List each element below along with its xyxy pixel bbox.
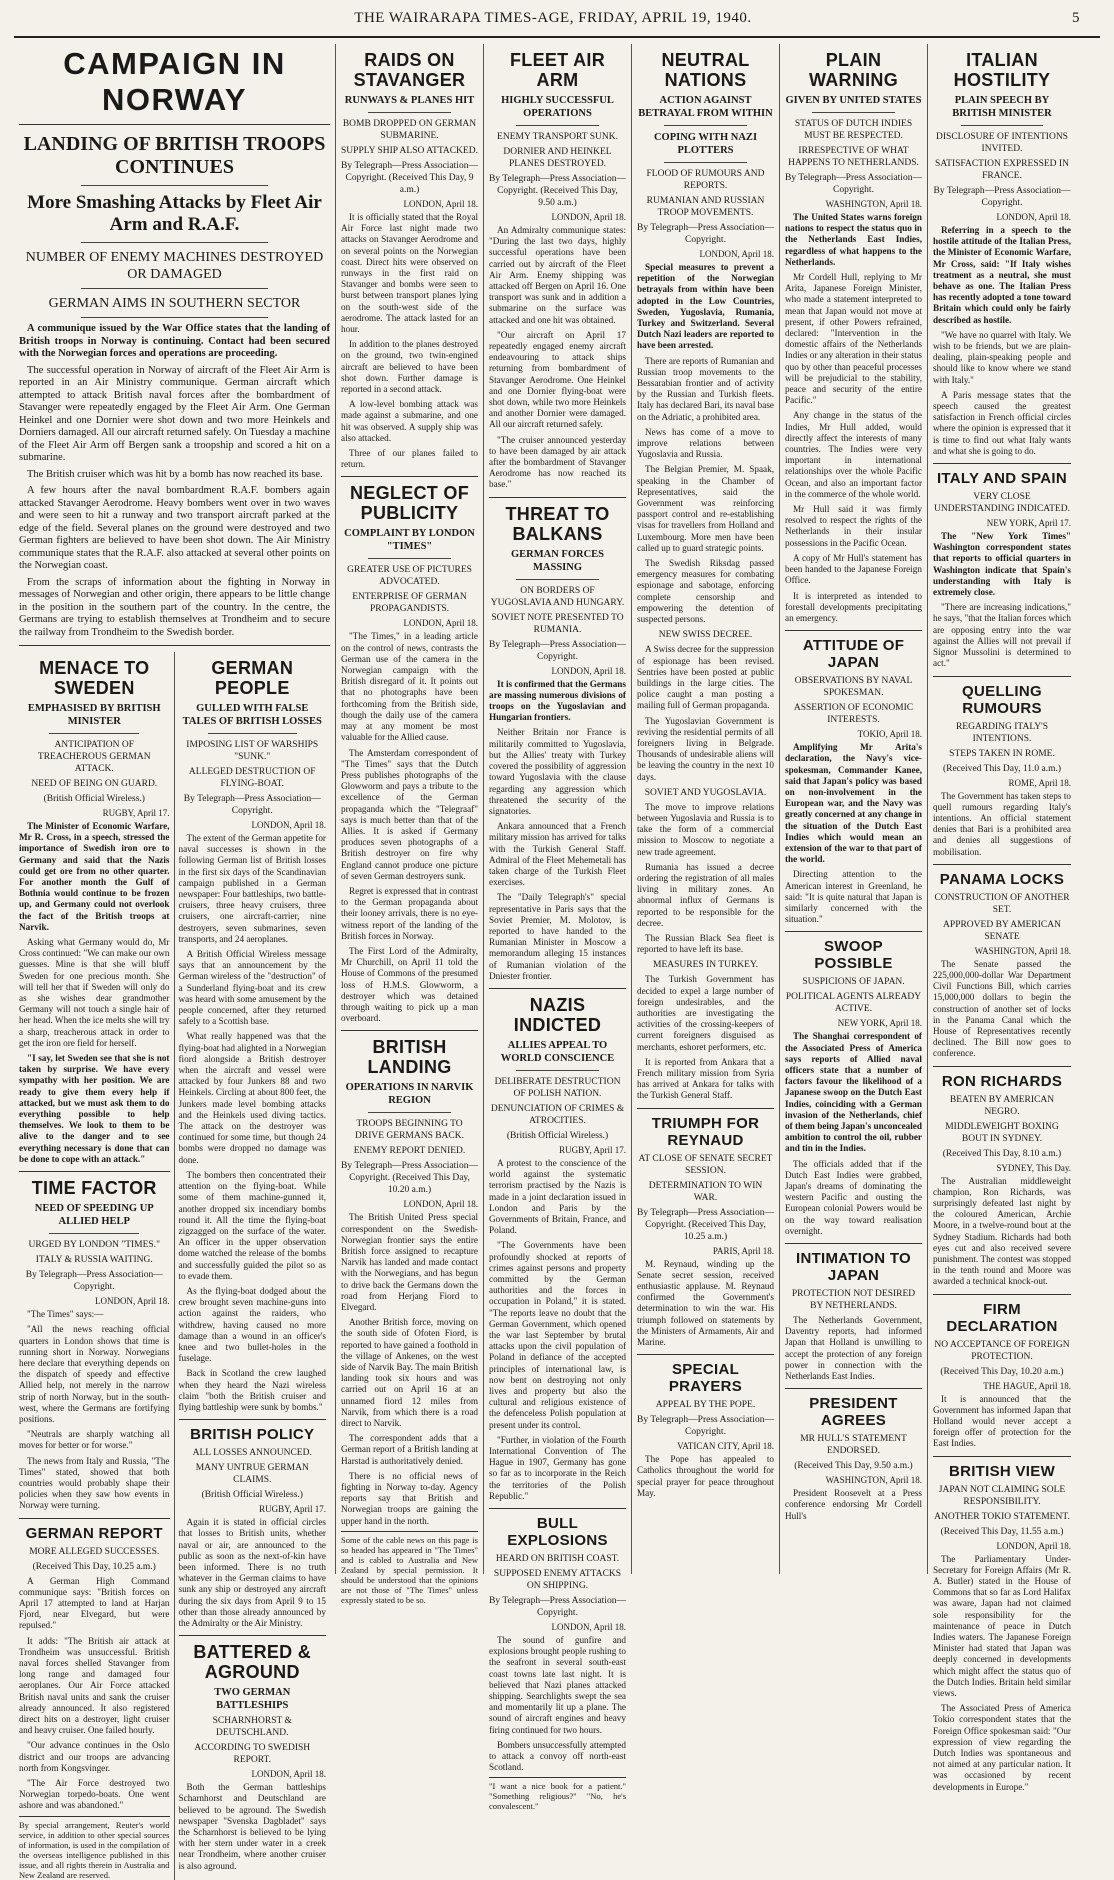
subhead: TROOPS BEGINNING TO DRIVE GERMANS BACK. xyxy=(355,1119,464,1142)
source-line: By Telegraph—Press Association—Copyright. xyxy=(183,794,321,816)
headline-neutral: NEUTRAL NATIONS xyxy=(661,50,750,90)
headline-swoop: SWOOP POSSIBLE xyxy=(814,938,893,973)
headline-president-agrees: PRESIDENT AGREES xyxy=(809,1395,898,1430)
subhead: ENEMY REPORT DENIED. xyxy=(353,1146,466,1157)
article-paragraph: The Minister of Economic Warfare, Mr R. Cross, in a speech, stressed the importance of Swedish iron ore to Germany and said that the Nazis could get ore from no other quarter. For another month the Gulf of Bothnia would continue to be frozen up, and Germany could not overlook the fact of the British troops at Narvik. xyxy=(19,821,170,932)
dateline: WASHINGTON, April 18. xyxy=(825,199,922,209)
article-paragraph: "Further, in violation of the Fourth International Convention of The Hague in 1907, Germany has gone so far as to incorporate in the Reich the territories of the Polish Republic." xyxy=(489,1434,626,1501)
article-paragraph: There are reports of Rumanian and Russian troop movements to the Bessarabian frontier and of activity by the Russian and Turkish fleets. Italy has declared Bari, its naval base on the Adriatic, a prohibited area. xyxy=(637,355,774,422)
article-paragraph: The Australian middleweight champion, Ron Richards, was surprisingly defeated last night by the coloured American, Archie Moore, in a twelve-round bout at the Sydney Stadium. Richards had both eyes cut and also received severe punishment. The contest was stopped in the tenth round and Moore was awarded a technical knock-out. xyxy=(933,1175,1071,1287)
article-paragraph: A German High Command communique says: "British forces on April 17 attempted to land at Harjan Fjord, near Elvegard, but were repulsed." xyxy=(19,1575,170,1631)
subhead: (Received This Day, 11.0 a.m.) xyxy=(942,763,1062,774)
article-paragraph: Amplifying Mr Arita's declaration, the Navy's vice-spokesman, Commander Kanee, said that Japan's policy was based on non-involvement in the European war, and the Navy was greatly concerned at any change in the situation of the Dutch East Indies which would mean an extension of the war to that part of the world. xyxy=(785,742,922,865)
footnote: By special arrangement, Reuter's world service, in addition to other special sources of information, is used in the compilation of the overseas intelligence published in this issue, and all rights therein in Australia and New Zealand are reserved. xyxy=(19,1816,170,1880)
dateline: LONDON, April 18. xyxy=(403,199,478,209)
article-paragraph: "We have no quarrel with Italy. We wish to be friends, but we are plain-dealing, plain-speaking people and should like to know where we stand with Italy." xyxy=(933,329,1071,385)
article-paragraph: Another British force, moving on the south side of Ofoten Fiord, is reported to have gained a foothold in the village of Ankenes, on the west side of Narvik Bay. The main British landing took six hours and was carried out on April 16 at an unnamed fiord 12 miles from Narvik, from which there is a road direct to Narvik. xyxy=(341,1317,478,1429)
dateline: LONDON, April 18. xyxy=(551,212,626,222)
subhead: ON BORDERS OF YUGOSLAVIA AND HUNGARY. xyxy=(490,585,625,608)
subhead: MORE ALLEGED SUCCESSES. xyxy=(29,1546,160,1557)
article-paragraph: A British Official Wireless message says that an announcement by the German wireless of the "destruction" of a Sunderland flying-boat and its crew was heard with some amusement by the people concerned, after they returned safely to a Scottish base. xyxy=(178,949,326,1027)
article-paragraph: "Our aircraft on April 17 repeatedly engaged enemy aircraft endeavouring to attack ships returning from bombardment of Stavanger Aerodrome. One Heinkel and one Dornier flying-boat were shot down, while two more Heinkels and another Dornier were damaged. All our aircraft returned safely. xyxy=(489,329,626,430)
article-paragraph: The First Lord of the Admiralty, Mr Churchill, on April 11 told the House of Commons of the presumed loss of H.M.S. Glowworm, a destroyer which was detained through waiting to pick up a man overboard. xyxy=(341,945,478,1024)
headline-british-policy: BRITISH POLICY xyxy=(190,1426,315,1444)
subhead: ALL LOSSES ANNOUNCED. xyxy=(192,1448,312,1459)
deck: PLAIN SPEECH BY BRITISH MINISTER xyxy=(952,95,1052,119)
article-paragraph: Mr Hull said it was firmly resolved to respect the rights of the Netherlands in their insular possessions in the Pacific Ocean. xyxy=(785,504,922,548)
article-paragraph: The officials added that if the Dutch East Indies were grabbed, Japan's dreams of dominating the western Pacific and ousting the European colonial Powers would be on the way toward realisation overnight. xyxy=(785,1158,922,1236)
deck: BEATEN BY AMERICAN NEGRO. xyxy=(949,1094,1055,1117)
dateline: NEW YORK, April 17. xyxy=(986,518,1071,529)
dateline: LONDON, April 18. xyxy=(251,820,326,830)
article-paragraph: A low-level bombing attack was made against a submarine, and one hit was observed. A supply ship was also attacked. xyxy=(341,399,478,443)
subhead: (Received This Day, 9.50 a.m.) xyxy=(794,1461,913,1472)
subhead: DISCLOSURE OF INTENTIONS INVITED. xyxy=(936,132,1068,154)
article-paragraph: Again it is stated in official circles that losses to British units, whether naval or air, are announced to the public as soon as the next-of-kin have been informed. There is no truth whatever in the German claims to have sunk any ship or destroyed any aircraft during the six days from April 9 to 15 other than those already announced by the Admiralty or the Air Ministry. xyxy=(178,1517,326,1628)
dateline: LONDON, April 18. xyxy=(996,1540,1071,1551)
subhead: RUMANIAN AND RUSSIAN TROOP MOVEMENTS. xyxy=(646,196,765,218)
dateline: SYDNEY, This Day. xyxy=(996,1162,1071,1173)
subhead: (Received This Day, 8.10 a.m.) xyxy=(942,1148,1062,1159)
article-paragraph: Bombers unsuccessfully attempted to attack a convoy off north-east Scotland. xyxy=(489,1739,626,1773)
deck: COPING WITH NAZI PLOTTERS xyxy=(653,132,758,156)
article-paragraph: The Senate passed the 225,000,000-dollar War Department Civil Functions Bill, which carries 15,000,000 dollars to begin the construction of another set of locks in the Panama Canal which the House of Representatives recently declined. The Bill now goes to conference. xyxy=(933,958,1071,1059)
article-paragraph: The Government has taken steps to quell rumours regarding Italy's intentions. An official statement denies that Bari is a prohibited area and denies all suggestions of mobilisation. xyxy=(933,790,1071,857)
article-paragraph: The British United Press special correspondent on the Swedish-Norwegian frontier says the entire British force assigned to recapture Narvik has landed and made contact with the Norwegians, and has begun to drive back the Germans down the road from Herjang Fiord to Elvegard. xyxy=(341,1212,478,1312)
article-paragraph: A copy of Mr Hull's statement has been handed to the Japanese Foreign Office. xyxy=(785,552,922,586)
deck: APPEAL BY THE POPE. xyxy=(655,1400,756,1411)
article-paragraph: As the flying-boat dodged about the crew brought seven machine-guns into action against the raiders, who withdrew, having caused no more damage than a wound in an officer's knee and two bullet-holes in the fuselage. xyxy=(178,1285,326,1364)
deck: HEARD ON BRITISH COAST. xyxy=(495,1554,620,1565)
subhead: MANY UNTRUE GERMAN CLAIMS. xyxy=(195,1463,309,1486)
article-paragraph: Neither Britain nor France is militarily committed to Yugoslavia, but the Allies' treaty with Turkey covered the possibility of aggression toward Yugoslavia with the clause regarding any aggression which threatened the security of the signatories. xyxy=(489,727,626,816)
subhead: NEED OF BEING ON GUARD. xyxy=(31,779,158,789)
headline-panama: PANAMA LOCKS xyxy=(939,870,1065,888)
article-paragraph: A protest to the conscience of the world against the systematic terrorism practised by the Nazis is made in a joint declaration issued in London and Paris by the Governments of Britain, France, and Poland. xyxy=(489,1157,626,1236)
article-paragraph: The news from Italy and Russia, "The Times" stated, showed that both countries would probably shape their policies when they saw how events in Norway were turning. xyxy=(19,1455,170,1511)
deck: OBSERVATIONS BY NAVAL SPOKESMAN. xyxy=(794,676,913,699)
subhead: (Received This Day, 10.25 a.m.) xyxy=(32,1561,156,1572)
subhead: DORNIER AND HEINKEL PLANES DESTROYED. xyxy=(503,147,612,169)
dateline: NEW YORK, April 18. xyxy=(837,1018,922,1029)
headline-reynaud: TRIUMPH FOR REYNAUD xyxy=(651,1114,760,1149)
article-paragraph: The Swedish Riksdag passed emergency measures for combating espionage and sabotage, enforcing complete censorship and empowering the detention of suspected persons. xyxy=(637,558,774,625)
subhead: ANTICIPATION OF TREACHEROUS GERMAN ATTACK. xyxy=(37,740,151,774)
article-paragraph: It is reported from Ankara that a French military mission from Syria has arrived at Ankara for talks with the Turkish General Staff. xyxy=(637,1056,774,1101)
deck: ALLIES APPEAL TO WORLD CONSCIENCE xyxy=(500,1039,615,1064)
subhead: POLITICAL AGENTS ALREADY ACTIVE. xyxy=(785,992,922,1015)
masthead xyxy=(14,8,1100,38)
article-paragraph: President Roosevelt at a Press conference endorsing Mr Cordell Hull's xyxy=(785,1488,922,1521)
deck: REGARDING ITALY'S INTENTIONS. xyxy=(955,721,1049,744)
dateline: LONDON, April 18. xyxy=(551,665,626,676)
subhead: (Received This Day, 11.55 a.m.) xyxy=(940,1526,1064,1537)
article-paragraph: Regret is expressed that in contrast to the German propaganda about their looney arrivals, there is no eye-witness report of the landing of the British forces in Norway. xyxy=(341,885,478,941)
headline-attitude-japan: ATTITUDE OF JAPAN xyxy=(802,637,905,672)
article-paragraph: M. Reynaud, winding up the Senate secret session, received enthusiastic applause. M. Reynaud confirmed the Government's determination to win the war. His triumph followed on statements by the Ministers of Armaments, Air and Marine. xyxy=(637,1258,774,1348)
subhead: ENTERPRISE OF GERMAN PROPAGANDISTS. xyxy=(352,592,467,615)
dateline: RUGBY, April 17. xyxy=(259,1504,326,1515)
subhead: STATUS OF DUTCH INDIES MUST BE RESPECTED. xyxy=(794,119,913,141)
headline-italian: ITALIAN HOSTILITY xyxy=(953,50,1051,90)
article-paragraph: The Associated Press of America Tokio correspondent states that the Foreign Office spokesman said: "Our expression of view regarding the Dutch Indies was spontaneous and not aimed at any particular nation. It was occasioned by recent developments in Europe." xyxy=(933,1703,1071,1792)
dateline: LONDON, April 18. xyxy=(403,618,478,629)
dateline: WASHINGTON, April 18. xyxy=(974,945,1071,956)
headline-rumours: QUELLING RUMOURS xyxy=(962,682,1042,717)
source-line: (British Official Wireless.) xyxy=(201,1490,303,1501)
deck: JAPAN NOT CLAIMING SOLE RESPONSIBILITY. xyxy=(938,1484,1066,1507)
article-paragraph: Ankara announced that a French military mission has arrived for talks with the Turkish General Staff. Admiral of the Fleet Mehemetali has taken charge of the Turkish Fleet exercises. xyxy=(489,821,626,888)
dateline: THE HAGUE, April 18. xyxy=(983,1380,1071,1391)
headline-raids: RAIDS ON STAVANGER xyxy=(353,50,466,90)
article-paragraph: The Amsterdam correspondent of "The Times" says that the Dutch Press publishes photographs of the Glowworm and pays a tribute to the excellence of the German propaganda which the "Telegraaf" says is much better than that of the Allies. It is asked if Germany produces seven photographs of a British destroyer on fire why England cannot produce one picture of seven German destroyers sunk. xyxy=(341,747,478,881)
headline-campaign: CAMPAIGN IN NORWAY xyxy=(63,46,286,117)
headline-neglect: NEGLECT OF PUBLICITY xyxy=(350,483,469,524)
article-paragraph: A Paris message states that the speech caused the greatest satisfaction in French official circles where the opinion is expressed that it is time to find out what Italy wants and what she is going to do. xyxy=(933,389,1071,456)
headline-firm-declaration: FIRM DECLARATION xyxy=(946,1300,1058,1335)
article-paragraph: The Belgian Premier, M. Spaak, speaking in the Chamber of Representatives, said the Government was reinforcing passport control and re-establishing visas for travellers from Holland and Luxembourg. More men have been called up to guard strategic points. xyxy=(637,464,774,553)
source-line: (British Official Wireless.) xyxy=(43,794,145,804)
article-paragraph: "I say, let Sweden see that she is not taken by surprise. We have every sympathy with her position. We are ready to give them every help if attacked, but we must ask them to do everything possible to help themselves. We look to them to be alive to the danger and to see everything necessary is done that can be done to cope with an attack." xyxy=(19,1053,170,1164)
source-line: By Telegraph—Press Association—Copyright. xyxy=(637,1415,774,1438)
article-paragraph: The Yugoslavian Government is reviving the residential permits of all foreigners living in Belgrade. Thousands of undesirable aliens will be leaving the country in the next 10 days. xyxy=(637,715,774,782)
article-paragraph: Mr Cordell Hull, replying to Mr Arita, Japanese Foreign Minister, who made a statement interpreted to mean that Japan would not move at present, if other Powers refrained, declared: "Intervention in the domestic affairs of the Netherlands Indies or any alteration in their status quo by other than peaceful processes will be prejudicial to the stability, peace and security of the entire Pacific." xyxy=(785,272,922,406)
article-paragraph: The successful operation in Norway of aircraft of the Fleet Air Arm is reported in an Air Ministry communique. German aircraft which attempted to attack British naval forces after the bombardment of Stavanger were repeatedly engaged by the Fleet Air Arm. One German Heinkel and one Dornier were shot down and two more Heinkels and Dorniers damaged. All our aircraft returned safely. On Tuesday a machine of the Fleet Air Arm off Bergen sank a troopship and scored a hit on a submarine. xyxy=(19,364,330,463)
article-paragraph: Both the German battleships Scharnhorst and Deutschland are believed to be aground. The Swedish newspaper "Svenska Dagbladet" says the Scharnhorst is believed to be lying with her stern under water in a creek near Trondheim, where another cruiser is also aground. xyxy=(178,1782,326,1871)
subhead: NEW SWISS DECREE. xyxy=(658,630,753,641)
source-line: By Telegraph—Press Association—Copyright. (Received This Day, 9.50 a.m.) xyxy=(489,174,626,208)
headline-explosions: BULL EXPLOSIONS xyxy=(507,1515,608,1550)
column-fleet xyxy=(484,44,632,1812)
subhead: ITALY & RUSSIA WAITING. xyxy=(35,1255,153,1266)
article-paragraph: "The cruiser announced yesterday to have been damaged by air attack after the bombardment of Stavanger Aerodrome has now reached its base." xyxy=(489,434,626,490)
article-paragraph: The British cruiser which was hit by a bomb has now reached its base. xyxy=(27,468,323,480)
dateline: LONDON, April 18. xyxy=(996,212,1071,222)
article-paragraph: The Netherlands Government, Daventry reports, had informed Japan that Holland is unwilling to accept the protection of any foreign power in connection with the Netherlands East Indies. xyxy=(785,1315,922,1382)
article-paragraph: The Russian Black Sea fleet is reported to have left its base. xyxy=(637,932,774,955)
subhead: ALLEGED DESTRUCTION OF FLYING-BOAT. xyxy=(188,767,316,789)
headline-battered: BATTERED & AGROUND xyxy=(193,1642,312,1683)
deck: CONSTRUCTION OF ANOTHER SET. xyxy=(934,892,1070,915)
deck: AT CLOSE OF SENATE SECRET SESSION. xyxy=(638,1153,773,1176)
subhead: MEASURES IN TURKEY. xyxy=(653,960,758,971)
article-paragraph: It adds: "The British air attack at Trondheim was unsuccessful. British naval forces shelled Stavanger from long range and damaged four aeroplanes. Our Air Force attacked British naval units and sank the cruiser already announced. It also registered direct hits on a destroyer, light cruiser and heavy cruiser. One failed hourly. xyxy=(19,1635,170,1736)
deck: VERY CLOSE UNDERSTANDING INDICATED. xyxy=(934,492,1070,515)
headline-prayers: SPECIAL PRAYERS xyxy=(668,1361,743,1396)
article-paragraph: The Parliamentary Under-Secretary for Foreign Affairs (Mr R. A. Butler) stated in the House of Commons that so far as Lord Halifax was aware, Japan had not claimed sole responsibility for the maintenance of peace in Dutch Indies waters. The Japanese Foreign Minister had stated that Japan was deeply concerned in developments which might affect the status quo of the Dutch Indies. Britain held similar views. xyxy=(933,1553,1071,1699)
subhead: BOMB DROPPED ON GERMAN SUBMARINE. xyxy=(342,119,477,141)
subhead: FLOOD OF RUMOURS AND REPORTS. xyxy=(646,169,765,191)
headline-intimation: INTIMATION TO JAPAN xyxy=(795,1250,911,1285)
dateline: ROME, April 18. xyxy=(1008,777,1071,788)
dateline: VATICAN CITY, April 18. xyxy=(677,1441,774,1452)
subhead: SUPPLY SHIP ALSO ATTACKED. xyxy=(341,146,478,156)
dateline: WASHINGTON, April 18. xyxy=(825,1475,922,1486)
subhead: ENEMY TRANSPORT SUNK. xyxy=(497,132,618,142)
article-paragraph: Back in Scotland the crew laughed when they heard the Nazi wireless claim "both the British cruiser and flying battleship were sunk by bombs." xyxy=(178,1368,326,1412)
subhead: URGED BY LONDON "TIMES." xyxy=(28,1240,160,1251)
deck: HIGHLY SUCCESSFUL OPERATIONS xyxy=(501,95,614,119)
headline-fleet: FLEET AIR ARM xyxy=(509,50,606,90)
subhead: GREATER USE OF PICTURES ADVOCATED. xyxy=(347,565,472,588)
source-line: By Telegraph—Press Association—Copyright. xyxy=(489,639,626,662)
deck-machines: NUMBER OF ENEMY MACHINES DESTROYED OR DAMAGED xyxy=(25,250,324,282)
dateline: LONDON, April 18. xyxy=(251,1769,326,1780)
subhead: IRRESPECTIVE OF WHAT HAPPENS TO NETHERLANDS. xyxy=(788,146,919,168)
dateline: LONDON, April 18. xyxy=(699,249,774,259)
deck: MR HULL'S STATEMENT ENDORSED. xyxy=(800,1434,907,1457)
article-paragraph: The move to improve relations between Yugoslavia and Russia is to take the form of a commercial mission to Moscow to negotiate a new trade agreement. xyxy=(637,801,774,857)
article-paragraph: It is announced that the Government has informed Japan that Holland would never accept a foreign offer of protection for the East Indies. xyxy=(933,1393,1071,1449)
article-paragraph: The Pope has appealed to Catholics throughout the world for special prayer for peace throughout May. xyxy=(637,1454,774,1498)
subhead: STEPS TAKEN IN ROME. xyxy=(949,748,1055,759)
dateline: LONDON, April 18. xyxy=(403,1199,478,1210)
headline-german-people: GERMAN PEOPLE xyxy=(211,658,294,698)
deck: GERMAN FORCES MASSING xyxy=(510,548,605,573)
article-paragraph: The Turkish Government has decided to expel a large number of foreign undesirables, and the authorities are investigating the activities of the crossing-keepers of current foreigners disguised as merchants, eshoret performers, etc. xyxy=(637,974,774,1052)
subhead: SOVIET NOTE PRESENTED TO RUMANIA. xyxy=(491,612,624,635)
source-line: By Telegraph—Press Association—Copyright. (Received This Day, 10.25 a.m.) xyxy=(637,1207,774,1242)
article-paragraph: Directing attention to the American interest in Greenland, he said: "It is quite natural that Japan is similarly concerned with the situation." xyxy=(785,869,922,925)
article-paragraph: "The Times" says:— xyxy=(27,1309,104,1320)
column-campaign-norway xyxy=(14,44,336,1880)
subhead: ACCORDING TO SWEDISH REPORT. xyxy=(194,1743,311,1766)
source-line: By Telegraph—Press Association—Copyright. xyxy=(933,186,1071,208)
subhead: SUPPOSED ENEMY ATTACKS ON SHIPPING. xyxy=(493,1569,622,1592)
column-plain-warning xyxy=(780,44,928,1574)
article-paragraph: The extent of the German appetite for naval successes is shown in the following German list of British losses in the first six days of the Scandinavian campaign published in a German newspaper: Four battleships, two battle-cruisers, three heavy cruisers, three cruisers, one aircraft-carrier, nine destroyers, seven submarines, seven transports, and 24 aeroplanes. xyxy=(178,833,326,944)
article-paragraph: The sound of gunfire and explosions brought people rushing to the seafront in several south-east coast towns late last night. It is believed that Nazi planes attacked shipping. Searchlights swept the sea and momentarily lit up a plane. The sound of aircraft engines and heavy firing continued for two hours. xyxy=(489,1635,626,1735)
article-paragraph: There is no official news of fighting in Norway to-day. Agency reports say that British and Norwegian troops are gaining the upper hand in the north. xyxy=(341,1470,478,1526)
article-paragraph: In addition to the planes destroyed on the ground, two twin-engined aircraft are believed to have been shot down. Further damage is reported in a second attack. xyxy=(341,339,478,395)
source-line: By Telegraph—Press Association—Copyright. xyxy=(25,1270,163,1293)
headline-time-factor: TIME FACTOR xyxy=(31,1178,157,1199)
subcolumn-left xyxy=(19,652,175,1880)
headline-british-view: BRITISH VIEW xyxy=(948,1462,1056,1480)
subhead: (Received This Day, 10.20 a.m.) xyxy=(940,1366,1064,1377)
article-paragraph: An Admiralty communique states: "During the last two days, highly successful operations have been carried out by aircraft of the Fleet Air Arm. Enemy shipping was attacked off Bergen on April 16. One transport was sunk and in addition a submarine on the surface was attacked and one hit was obtained. xyxy=(489,225,626,325)
article-paragraph: "Neutrals are sharply watching all moves for better or for worse." xyxy=(19,1429,170,1451)
headline-german-report: GERMAN REPORT xyxy=(25,1524,163,1542)
article-paragraph: The correspondent adds that a German report of a British landing at Harstad is authoritatively denied. xyxy=(341,1433,478,1466)
subhead: MIDDLEWEIGHT BOXING BOUT IN SYDNEY. xyxy=(945,1121,1059,1144)
article-paragraph: Three of our planes failed to return. xyxy=(341,448,478,470)
dateline: LONDON, April 18. xyxy=(95,1296,170,1307)
deck: COMPLAINT BY LONDON "TIMES" xyxy=(344,528,475,553)
dateline: TOKIO, April 18. xyxy=(857,729,922,740)
deck: GULLED WITH FALSE TALES OF BRITISH LOSSES xyxy=(182,703,322,727)
deck: OPERATIONS IN NARVIK REGION xyxy=(345,1082,474,1107)
headline-nazis-indicted: NAZIS INDICTED xyxy=(513,994,602,1035)
subhead: SOVIET AND YUGOSLAVIA. xyxy=(644,787,767,798)
article-paragraph: The bombers then concentrated their attention on the flying-boat. While some of them machine-gunned it, another dropped six incendiary bombs round it. All the time the flying-boat zigzagged on the surface of the water. An officer in the upper observation dome watched the release of the bombs and successfully guided the pilot so as to evade them. xyxy=(178,1169,326,1281)
article-paragraph: A few hours after the naval bombardment R.A.F. bombers again attacked Stavanger Aerodrome. Heavy bombers went over in two waves and were seen to hit a runway and two transport aircraft parked at the edge of the field. Several planes on the ground were destroyed and two German fighters are believed to have been shot down. The Air Ministry communique states that the R.A.F. also attacked at several other points on the Norwegian coast. xyxy=(19,485,330,571)
deck-german-aims: GERMAN AIMS IN SOUTHERN SECTOR xyxy=(48,296,301,311)
headline-plain-warning: PLAIN WARNING xyxy=(808,50,899,90)
subcolumn-right xyxy=(175,652,331,1880)
dateline: PARIS, April 18. xyxy=(712,1245,774,1256)
deck: EMPHASISED BY BRITISH MINISTER xyxy=(27,703,161,727)
article-paragraph: It is officially stated that the Royal Air Force last night made two attacks on Stavanger Aerodrome and on several points on the Norwegian coast. Direct hits were observed on runways in the first raid on Stavanger and bombs were seen to burst between transport planes lying on the south-west side of the aerodrome. The attack lasted for an hour. xyxy=(341,212,478,335)
article-paragraph: "There are increasing indications," he says, "that the Italian forces which are opposing entry into the war against the Allies will not prevail if Signor Mussolini is determined to act." xyxy=(933,602,1071,669)
source-line: By Telegraph—Press Association—Copyright. (Received This Day, 9 a.m.) xyxy=(341,161,478,195)
source-line: (British Official Wireless.) xyxy=(506,1130,609,1141)
article-paragraph: The United States warns foreign nations to respect the status quo in the Netherlands East Indies, regardless of what happens to the Netherlands. xyxy=(785,212,922,267)
masthead-title: THE WAIRARAPA TIMES-AGE, FRIDAY, APRIL 19, 1940. xyxy=(354,10,752,26)
source-line: By Telegraph—Press Association—Copyright. xyxy=(785,173,922,195)
article-paragraph: Referring in a speech to the hostile attitude of the Italian Press, the Minister of Economic Warfare, Mr Cross, said: "If Italy wishes treatment as a neutral, she must behave as one. The Italian Press has recently adopted a tone toward Britain which could only be fairly described as hostile. xyxy=(933,225,1071,325)
article-paragraph: "Our advance continues in the Oslo district and our troops are advancing north from Kongsvinger. xyxy=(19,1740,170,1773)
subhead: SATISFACTION EXPRESSED IN FRANCE. xyxy=(935,159,1069,181)
headline-italy-spain: ITALY AND SPAIN xyxy=(936,470,1068,488)
source-line: By Telegraph—Press Association—Copyright. (Received This Day, 10.20 a.m.) xyxy=(341,1161,478,1196)
article-paragraph: Special measures to prevent a repetition of the Norwegian betrayals from within have been adopted in the Low Countries, Sweden, Yugoslavia, Rumania, Turkey and Switzerland. Several Dutch Nazi leaders are reported to have been arrested. xyxy=(637,262,774,351)
subhead: DENUNCIATION OF CRIMES & ATROCITIES. xyxy=(490,1103,625,1126)
article-paragraph: The "New York Times" Washington correspondent states that reports to official quarters in Washington indicate that Spain's understanding with Italy is extremely close. xyxy=(933,531,1071,598)
deck: NO ACCEPTANCE OF FOREIGN PROTECTION. xyxy=(934,1339,1070,1362)
article-paragraph: A communique issued by the War Office states that the landing of British troops in Norway is continuing. Contact had been secured with the Norwegian forces and operations are proceeding. xyxy=(19,323,330,359)
footnote: Some of the cable news on this page is so headed has appeared in "The Times" and is cabled to Australia and New Zealand by special permission. It should be understood that the opinions are not those of "The Times" unless expressly stated to be so. xyxy=(341,1531,478,1605)
subhead: ANOTHER TOKIO STATEMENT. xyxy=(934,1511,1070,1522)
deck: PROTECTION NOT DESIRED BY NETHERLANDS. xyxy=(791,1289,916,1312)
subhead: DELIBERATE DESTRUCTION OF POLISH NATION. xyxy=(494,1076,621,1099)
article-paragraph: "The Governments have been profoundly shocked at reports of crimes against persons and property committed by the German authorities and the forces in occupation in Poland," it is stated. "The reports leave no doubt that the German Government, which opened the war last September by brutal attacks upon the civil population of Poland in defiance of the accepted principles of international law, is now bent on destroying not only lives and property but also the cultural and religious existence of the defenceless Polish population at present under its control. xyxy=(489,1240,626,1430)
dateline: RUGBY, April 17. xyxy=(102,808,170,818)
article-paragraph: "The Times," in a leading article on the control of news, contrasts the German use of the camera in the Norwegian campaign with the British disregard of it. It points out that no photographs have been forthcoming from the British side, though the daily use of the camera may at any moment be most valuable for the Allied cause. xyxy=(341,631,478,743)
headline-balkans: THREAT TO BALKANS xyxy=(505,503,610,544)
deck: SUSPICIONS OF JAPAN. xyxy=(802,977,905,988)
headline-menace: MENACE TO SWEDEN xyxy=(39,658,150,698)
article-paragraph: It is interpreted as intended to forestall developments precipitating an emergency. xyxy=(785,590,922,623)
article-paragraph: News has come of a move to improve relations between Yugoslavia and Russia. xyxy=(637,426,774,460)
filler-joke: "I want a nice book for a patient." "Something religious?" "No, he's convalescent." xyxy=(489,1777,626,1811)
subhead: ASSERTION OF ECONOMIC INTERESTS. xyxy=(793,703,914,726)
source-line: By Telegraph—Press Association—Copyright. xyxy=(637,223,774,245)
subhead: APPROVED BY AMERICAN SENATE xyxy=(943,919,1061,942)
headline-british-landing: BRITISH LANDING xyxy=(367,1037,452,1078)
article-paragraph: Asking what Germany would do, Mr Cross continued: "We can make our own guesses. Mine is that she will bluff Sweden for one precious month. She will tell her that if Sweden will only do as she wishes dear grandmother Germany will not touch a single hair of her head. When the ice melts she will try a sharp, treacherous attack in order to get the iron ore field for herself. xyxy=(19,937,170,1048)
deck-landing: LANDING OF BRITISH TROOPS CONTINUES xyxy=(23,133,326,178)
page-number: 5 xyxy=(1072,10,1080,26)
article-paragraph: It is confirmed that the Germans are massing numerous divisions of troops on the Yugoslavian and Hungarian frontiers. xyxy=(489,678,626,723)
column-neutral xyxy=(632,44,780,1574)
deck: GIVEN BY UNITED STATES xyxy=(785,95,922,106)
article-paragraph: What really happened was that the flying-boat had alighted in a Norwegian fiord alongside a British destroyer when the aircraft and vessel were attacked by four Junkers 88 and two Heinkels. Circling at about 800 feet, the Junkers made level bombing attacks and the Heinkels used diving tactics. The attack on the destroyer was continued for some time, but though 24 bombs were dropped no damage was done. xyxy=(178,1031,326,1165)
deck: TWO GERMAN BATTLESHIPS xyxy=(214,1687,291,1712)
article-paragraph: The Shanghai correspondent of the Associated Press of America says reports of Allied naval officers state that a number of factors favour the likelihood of a Japanese swoop on the Dutch East Indies, coinciding with a German invasion of the Netherlands, chief of them being Japan's unconcealed ambition to control the oil, rubber and tin in the Indies. xyxy=(785,1031,922,1154)
deck: ACTION AGAINST BETRAYAL FROM WITHIN xyxy=(638,95,773,119)
deck: NEED OF SPEEDING UP ALLIED HELP xyxy=(34,1203,154,1228)
source-line: By Telegraph—Press Association—Copyright. xyxy=(489,1596,626,1619)
article-paragraph: "The Air Force destroyed two Norwegian torpedo-boats. One went ashore and was abandoned." xyxy=(19,1778,170,1811)
subhead: DETERMINATION TO WIN WAR. xyxy=(648,1180,763,1203)
deck-attacks: More Smashing Attacks by Fleet Air Arm and R.A.F. xyxy=(27,192,322,235)
dateline: RUGBY, April 17. xyxy=(559,1144,626,1155)
subhead: IMPOSING LIST OF WARSHIPS "SUNK." xyxy=(186,740,319,762)
subhead: SCHARNHORST & DEUTSCHLAND. xyxy=(212,1716,292,1739)
article-paragraph: From the scraps of information about the fighting in Norway in messages of Norwegian and other origin, there appears to be little change in the position in the southern part of the country. In the centre, the Germans are trying to establish themselves at Trondheim and to secure the railway from Trondheim to the Swedish border. xyxy=(19,576,330,638)
column-raids xyxy=(336,44,484,1605)
article-paragraph: Rumania has issued a decree ordering the registration of all males living in military zones. An abnormal influx of Germans is reported to be responsible for the decree. xyxy=(637,861,774,928)
article-paragraph: The "Daily Telegraph's" special representative in Paris says that the Soviet Premier, M. Molotov, is reported to have handed to the Rumanian Minister in Moscow a memorandum alleging 15 instances of Rumanian violation of the Dniester frontier. xyxy=(489,892,626,981)
column-italian xyxy=(928,44,1076,1792)
headline-ron-richards: RON RICHARDS xyxy=(941,1072,1063,1090)
article-paragraph: A Swiss decree for the suppression of espionage has been revised. Sentries have been posted at public buildings in the large cities. The police caught a man posting a mailing full of German propaganda. xyxy=(637,644,774,711)
dateline: LONDON, April 18. xyxy=(551,1622,626,1633)
deck: RUNWAYS & PLANES HIT xyxy=(344,95,475,106)
article-paragraph: Any change in the status of the Indies, Mr Hull added, would directly affect the interests of many countries. The Indies were very important in international relationships over the whole Pacific Ocean, and also an important factor in the commerce of the whole world. xyxy=(785,410,922,499)
article-paragraph: "All the news reaching official quarters in London shows that time is running short in Norway. Norwegians here declare that everything depends on the dispatch of speedy and effective Allied help, not merely in the narrow strip of north Norway, but in the south-west, where the Germans are fortifying positions. xyxy=(19,1324,170,1424)
